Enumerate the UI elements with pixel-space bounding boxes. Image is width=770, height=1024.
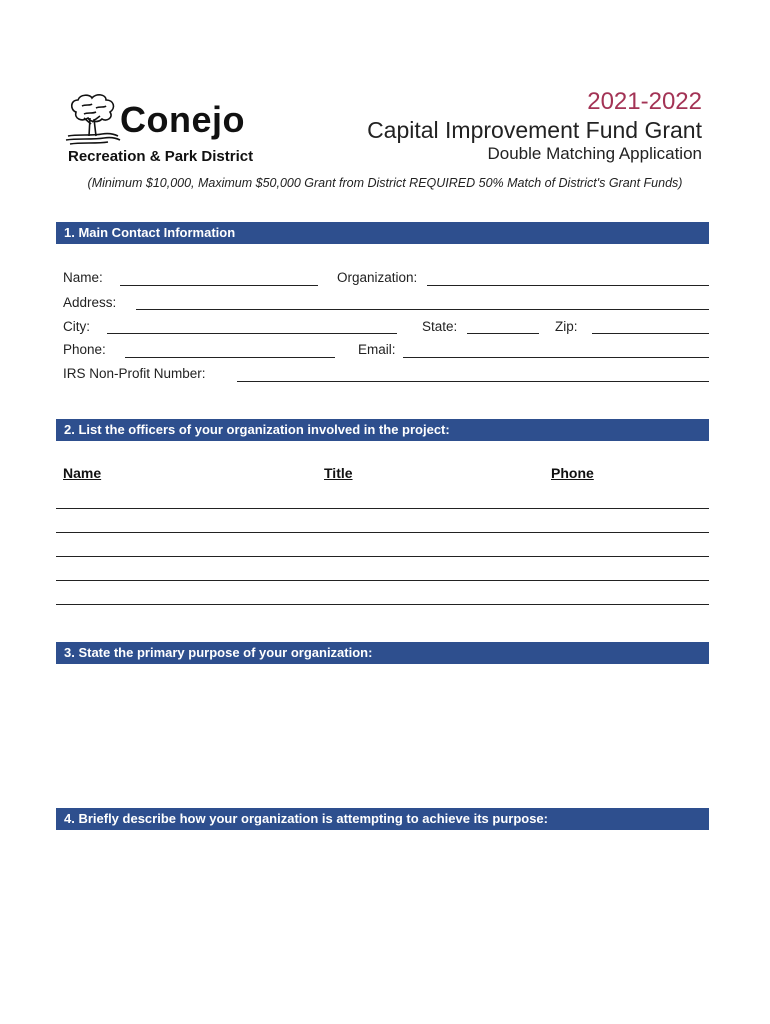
methods-answer-area[interactable] bbox=[56, 834, 709, 984]
form-year: 2021-2022 bbox=[587, 88, 702, 115]
logo-subtitle: Recreation & Park District bbox=[68, 148, 254, 165]
officer-phone-column-header: Phone bbox=[551, 465, 594, 481]
address-field[interactable] bbox=[136, 309, 709, 310]
email-label: Email: bbox=[358, 342, 396, 357]
officer-row-5[interactable] bbox=[56, 604, 709, 605]
tree-logo-icon bbox=[62, 92, 122, 148]
section-4-header: 4. Briefly describe how your organization is attempting to achieve its purpose: bbox=[56, 808, 709, 830]
name-field[interactable] bbox=[120, 285, 318, 286]
address-label: Address: bbox=[63, 295, 117, 310]
irs-number-field[interactable] bbox=[237, 381, 709, 382]
section-2-header: 2. List the officers of your organization involved in the project: bbox=[56, 419, 709, 441]
officer-row-4[interactable] bbox=[56, 580, 709, 581]
officer-row-3[interactable] bbox=[56, 556, 709, 557]
zip-field[interactable] bbox=[592, 333, 709, 334]
section-3-header: 3. State the primary purpose of your organization: bbox=[56, 642, 709, 664]
logo-wordmark: Conejo bbox=[120, 99, 245, 140]
officer-name-column-header: Name bbox=[63, 465, 102, 481]
name-label: Name: bbox=[63, 270, 103, 285]
organization-field[interactable] bbox=[427, 285, 709, 286]
phone-label: Phone: bbox=[63, 342, 106, 357]
form-subtitle: Double Matching Application bbox=[487, 144, 702, 163]
grant-requirements-note: (Minimum $10,000, Maximum $50,000 Grant from District REQUIRED 50% Match of District's Grant Funds) bbox=[87, 176, 683, 190]
officer-row-1[interactable] bbox=[56, 508, 709, 509]
zip-label: Zip: bbox=[555, 319, 578, 334]
form-title: Capital Improvement Fund Grant bbox=[367, 117, 702, 143]
organization-label: Organization: bbox=[337, 270, 418, 285]
city-field[interactable] bbox=[107, 333, 397, 334]
state-label: State: bbox=[422, 319, 458, 334]
officer-title-column-header: Title bbox=[324, 465, 353, 481]
phone-field[interactable] bbox=[125, 357, 335, 358]
email-field[interactable] bbox=[403, 357, 709, 358]
city-label: City: bbox=[63, 319, 90, 334]
purpose-answer-area[interactable] bbox=[56, 668, 709, 798]
section-1-header: 1. Main Contact Information bbox=[56, 222, 709, 244]
irs-number-label: IRS Non-Profit Number: bbox=[63, 366, 206, 381]
state-field[interactable] bbox=[467, 333, 539, 334]
officer-row-2[interactable] bbox=[56, 532, 709, 533]
